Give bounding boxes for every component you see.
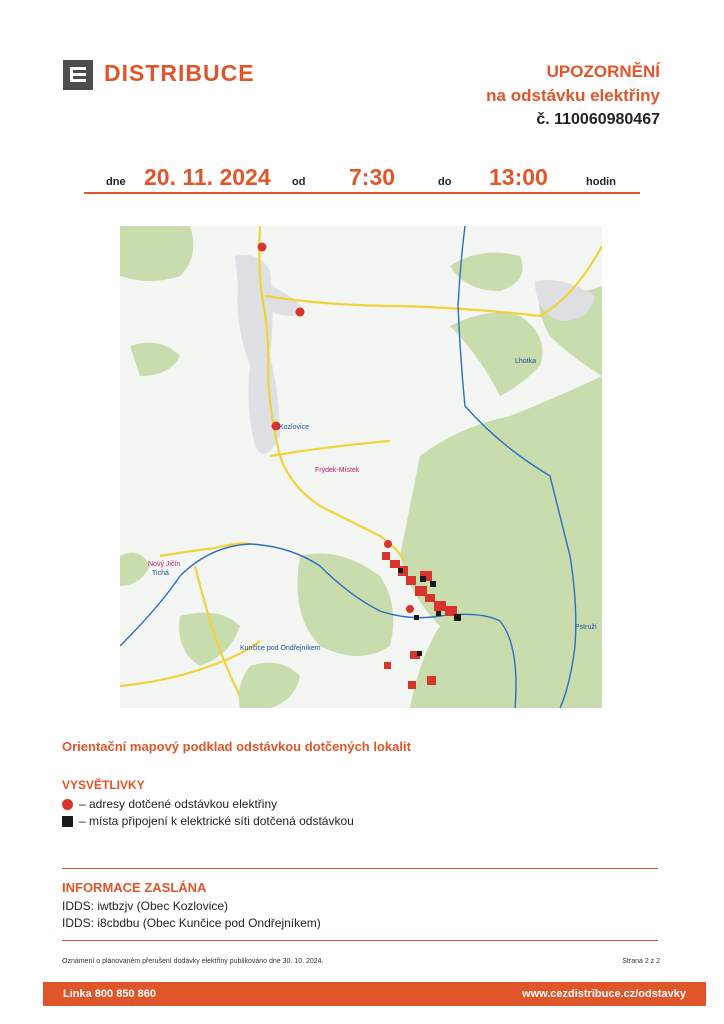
map-label-kozlovice: Kozlovice xyxy=(279,424,309,431)
footer-bar xyxy=(43,982,706,1006)
map-label-pstruzi: Pstruží xyxy=(575,624,597,631)
publication-note: Oznámení o plánovaném přerušení dodávky elektřiny publikováno dne 30. 10. 2024. xyxy=(62,958,324,965)
info-title: INFORMACE ZASLÁNA xyxy=(62,880,207,895)
map-label-frydek: Frýdek-Místek xyxy=(315,467,360,474)
outage-map xyxy=(120,226,602,708)
label-hodin: hodin xyxy=(586,176,616,188)
outage-dateline xyxy=(84,162,640,194)
info-line-1: IDDS: iwtbzjv (Obec Kozlovice) xyxy=(62,899,229,913)
map-label-ticha: Tichá xyxy=(152,570,169,577)
label-do: do xyxy=(438,176,452,188)
notice-subtitle: na odstávku elektřiny xyxy=(486,86,660,105)
outage-date: 20. 11. 2024 xyxy=(144,164,271,190)
label-dne: dne xyxy=(106,176,126,188)
time-from: 7:30 xyxy=(349,164,396,190)
legend-address-label: – adresy dotčené odstávkou elektřiny xyxy=(79,797,278,811)
map-caption: Orientační mapový podklad odstávkou dotčených lokalit xyxy=(62,739,411,754)
map-label-lhotka: Lhotka xyxy=(515,358,537,365)
notice-header xyxy=(486,60,660,132)
notice-title: UPOZORNĚNÍ xyxy=(546,62,660,81)
divider xyxy=(62,868,658,869)
legend-item-connection xyxy=(62,813,354,829)
website-link[interactable]: www.cezdistribuce.cz/odstavky xyxy=(521,988,686,1000)
legend-connection-label: – místa připojení k elektrické síti dotčená odstávkou xyxy=(79,814,354,828)
brand-name: DISTRIBUCE xyxy=(104,60,255,86)
black-square-icon xyxy=(62,816,73,827)
label-od: od xyxy=(292,176,306,188)
cez-logo-icon xyxy=(63,60,93,90)
legend-title: VYSVĚTLIVKY xyxy=(62,778,145,792)
info-line-2: IDDS: i8cbdbu (Obec Kunčice pod Ondřejníkem) xyxy=(62,916,321,930)
notice-number: č. 110060980467 xyxy=(536,111,660,128)
hotline: Linka 800 850 860 xyxy=(63,988,156,1000)
divider xyxy=(62,940,658,941)
map-label-novy-jicin: Nový Jičín xyxy=(148,561,181,568)
red-dot-icon xyxy=(62,799,73,810)
legend-item-address xyxy=(62,796,277,812)
time-to: 13:00 xyxy=(489,164,548,190)
page-number: Strana 2 z 2 xyxy=(622,958,660,965)
map-label-kuncice: Kunčice pod Ondřejníkem xyxy=(240,645,321,652)
